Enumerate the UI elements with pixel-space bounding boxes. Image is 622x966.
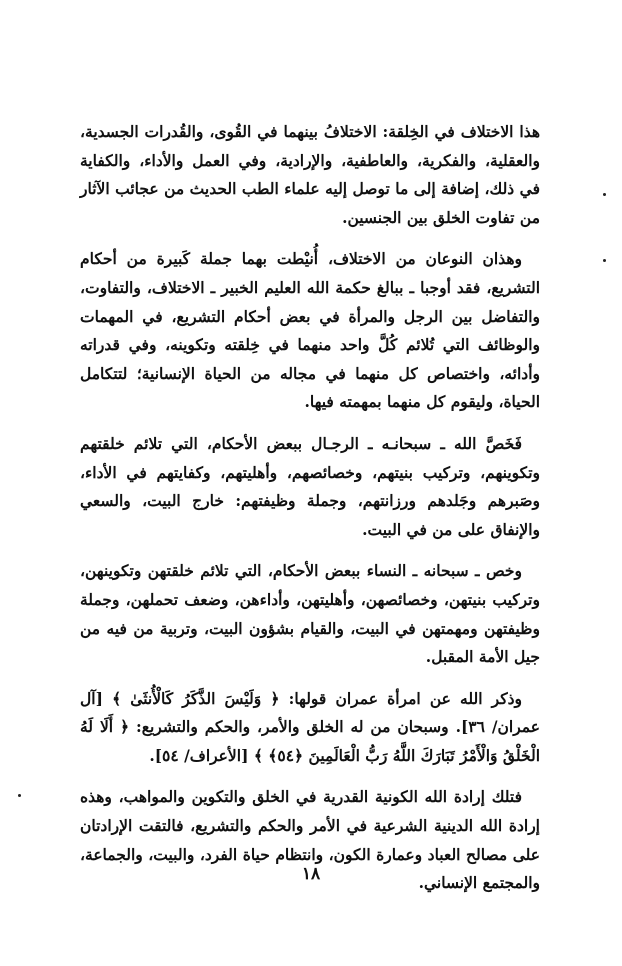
scan-speck — [603, 193, 606, 196]
paragraph-5-verses — [80, 685, 540, 771]
verse-middle-text: وسبحان من له الخلق والأمر، والحكم والتشريع: — [135, 717, 449, 737]
paragraph-1: هذا الاختلاف في الخِلقة: الاختلافُ بينهما في القُوى، والقُدرات الجسدية، والعقلية، والفكرية، والعاطفية، والإرادية، وفي العمل والأداء، والكفاية في ذلك، إضافة إلى ما توصل إليه علماء الطب الحديث من عجائب الآثار من تفاوت الخلق بين الجنسين. — [80, 122, 540, 227]
verse-reference-1: [آل عمران/ ٣٦]. — [80, 688, 540, 737]
paragraph-3: فَخَصَّ الله ـ سبحانـه ـ الرجـال ببعض الأحكام، التي تلائم خلقتهم وتكوينهم، وتركيب بنيتهم، وخصائصهم، وأهليتهم، وكفايتهم في الأداء، وصَبرهم وجَلدهم ورزانتهم، وجملة وظيفتهم: خارج البيت، والسعي والإنفاق على من في البيت. — [80, 433, 540, 539]
page-body — [80, 118, 540, 911]
paragraph-2: وهذان النوعان من الاختلاف، أُنيْطت بهما جملة كَبيرة من أحكام التشريع، فقد أوجبا ـ ببالغ حكمة الله العليم الخبير ـ الاختلاف، والتفاوت، والتفاضل بين الرجل والمرأة في بعض أحكام التشريع، في المهمات والوظائف التي تُلائم كُلَّ واحد منهما في خِلقته وتكوينه، وفي قدراته وأدائه، واختصاص كل منهما في مجاله من الحياة الإنسانية؛ لتتكامل الحياة، وليقوم كل منهما بمهمته فيها. — [80, 249, 540, 412]
quran-verse-1: ﴿ وَلَيْسَ الذَّكَرُ كَالْأُنثَىٰ ﴾ — [112, 688, 280, 708]
quran-verse-2: ﴿ أَلَا لَهُ الْخَلْقُ وَالْأَمْرُ تَبَارَكَ اللَّهُ رَبُّ الْعَالَمِينَ ﴿٥٤﴾ ﴾ — [80, 717, 540, 765]
verse-reference-2: [الأعراف/ ٥٤]. — [149, 745, 249, 765]
verse-intro: وذكر الله عن امرأة عمران قولها: — [288, 688, 522, 708]
paragraph-6: فتلك إرادة الله الكونية القدرية في الخلق والتكوين والمواهب، وهذه إرادة الله الدينية الشرعية في الأمر والحكم والتشريع، فالتقت الإرادتان على مصالح العباد وعمارة الكون، وانتظام حياة الفرد، والبيت، والجماعة، والمجتمع الإنساني. — [80, 787, 540, 893]
paragraph-4: وخص ـ سبحانه ـ النساء ببعض الأحكام، التي تلائم خلقتهن وتكوينهن، وتركيب بنيتهن، وخصائصهن، وأهليتهن، وأداءهن، وضعف تحملهن، وجملة وظيفتهن ومهمتهن في البيت، والقيام بشؤون البيت، وتربية من فيه من جيل الأمة المقبل. — [80, 561, 540, 667]
page-number: ١٨ — [301, 864, 321, 884]
scan-speck — [603, 259, 606, 262]
scan-speck — [18, 794, 21, 797]
